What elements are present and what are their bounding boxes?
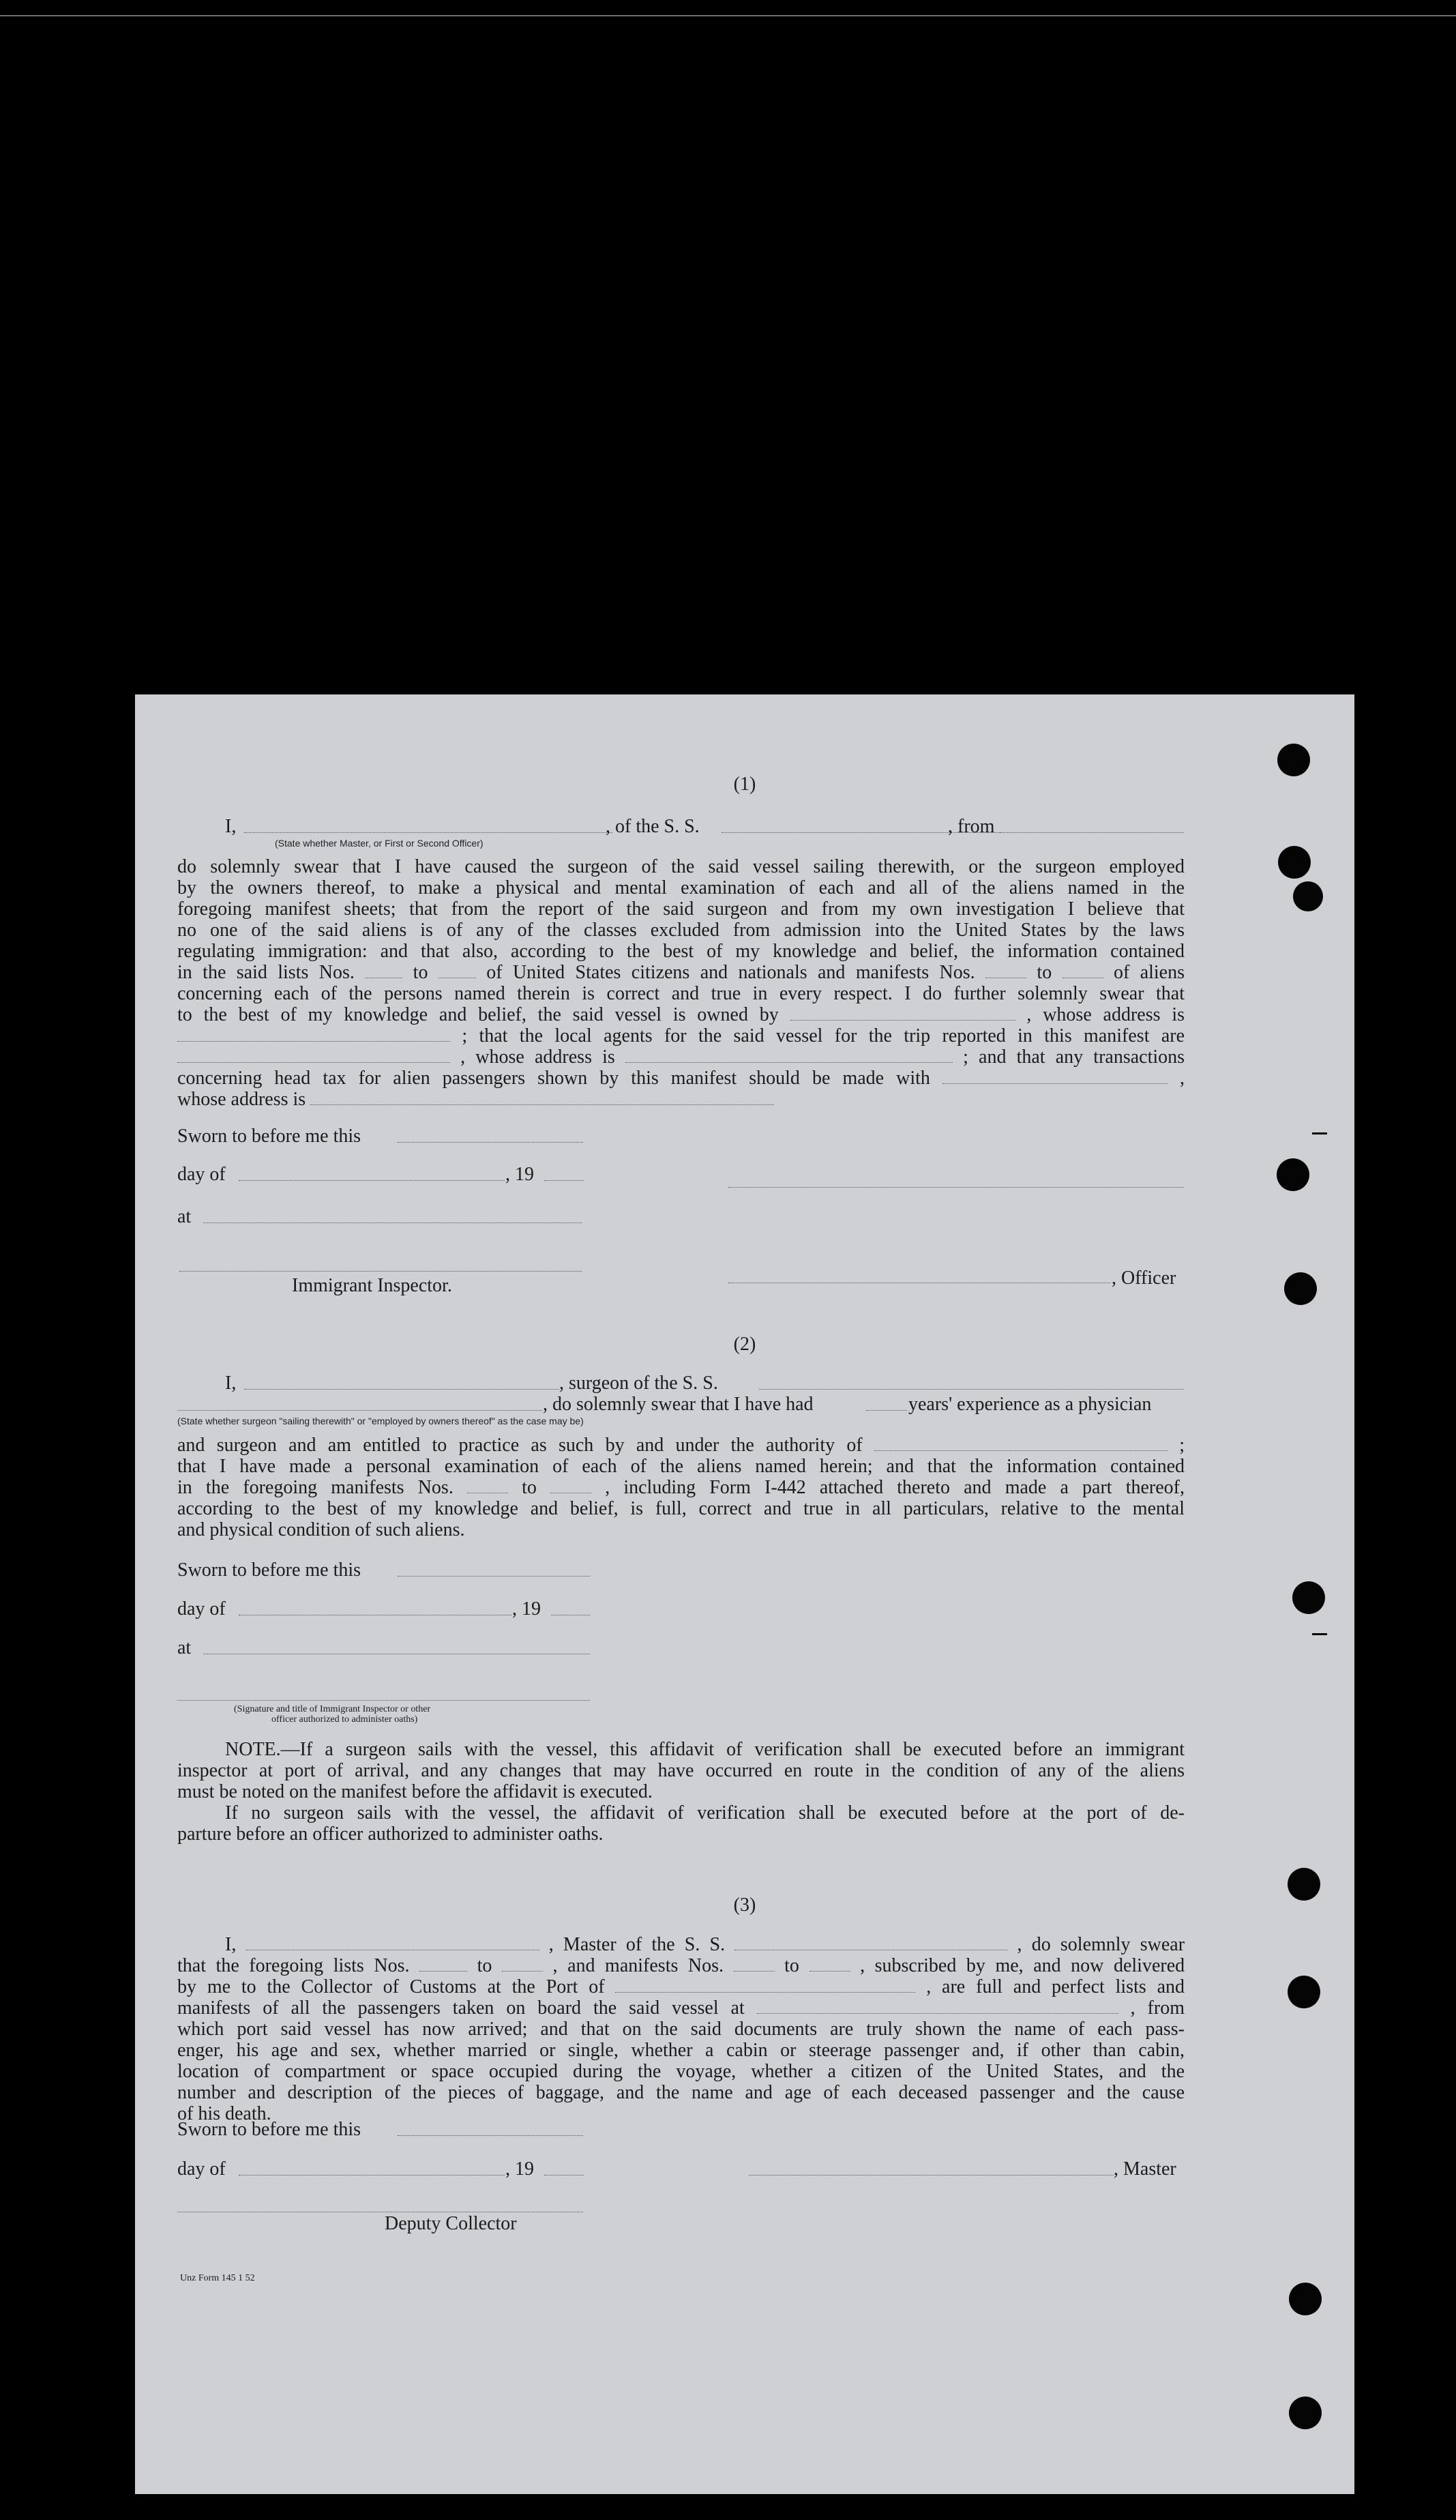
s3-manifests-to-field — [809, 1956, 850, 1972]
s1-body-line: regulating immigration: and that also, according to the best of my knowledge and belief, the information contained — [177, 941, 1185, 962]
s2-authority-line — [177, 1435, 1185, 1456]
s3-lists-d: to — [784, 1955, 799, 1976]
s1-owned-b: , whose address is — [1026, 1004, 1185, 1025]
s1-day-field — [239, 1180, 505, 1181]
s2-signature-field — [177, 1700, 590, 1701]
s1-manifests-to-field — [1063, 963, 1103, 978]
s2-surgeon-label: , surgeon of the S. S. — [559, 1373, 718, 1394]
s1-inspector-label: Immigrant Inspector. — [292, 1275, 452, 1296]
s1-body-line: do solemnly swear that I have caused the surgeon of the said vessel sailing therewith, or the surgeon employed — [177, 856, 1185, 877]
s3-swear-label: , do solemnly swear — [1017, 1934, 1185, 1955]
section-3-number: (3) — [733, 1894, 756, 1916]
s2-manifest-to-field — [550, 1478, 591, 1493]
s1-agents-a: , whose address is — [460, 1046, 615, 1068]
s2-manifest-a: in the foregoing manifests Nos. — [177, 1477, 454, 1498]
manifest-affidavit-sheet — [135, 694, 1354, 2494]
binder-hole — [1288, 1976, 1320, 2008]
s1-lists-b: to — [413, 962, 428, 983]
s2-sailing-field — [177, 1410, 542, 1411]
s3-vessel-field — [734, 1935, 1007, 1950]
s2-sworn-label: Sworn to before me this — [177, 1559, 361, 1581]
s1-i-label: I, — [225, 816, 237, 837]
s3-port-a: by me to the Collector of Customs at the Port of — [177, 1976, 605, 1997]
s1-lists-to-field — [439, 963, 476, 978]
s1-owner-field — [790, 1005, 1015, 1021]
s1-lists-line — [177, 962, 1185, 983]
s1-sworn-label: Sworn to before me this — [177, 1126, 361, 1147]
margin-dash — [1312, 1633, 1327, 1635]
s1-agents-field — [177, 1047, 450, 1063]
s1-lists-d: to — [1037, 962, 1052, 983]
s1-headtax-line — [177, 1068, 1185, 1089]
s3-vessel-at-a: manifests of all the passengers taken on board the said vessel at — [177, 1997, 745, 2019]
s1-owned-line — [177, 1004, 1185, 1025]
s2-body-line: that I have made a personal examination of each of the aliens named herein; and that the information contained — [177, 1456, 1185, 1477]
s3-body-line: which port said vessel has now arrived; and that on the said documents are truly shown the name of each pass- — [177, 2019, 1185, 2040]
s1-body-line: no one of the said aliens is of any of the classes excluded from admission into the United States by the laws — [177, 920, 1185, 941]
s1-body-line: foregoing manifest sheets; that from the report of the said surgeon and from my own investigation I believe that — [177, 898, 1185, 920]
s3-sworn-field — [398, 2135, 583, 2136]
s1-agents-line2 — [177, 1046, 1185, 1068]
s2-year-label: , 19 — [512, 1598, 541, 1620]
s3-line-4 — [177, 1997, 1185, 2019]
s1-at-label: at — [177, 1206, 192, 1227]
s2-authority-a: and surgeon and am entitled to practice as such by and under the authority of — [177, 1435, 863, 1456]
s1-year-field — [544, 1180, 584, 1181]
s1-agents-text: ; that the local agents for the said vessel for the trip reported in this manifest are — [462, 1025, 1185, 1046]
s1-from-field — [1000, 832, 1184, 833]
s1-headtax-field — [942, 1068, 1168, 1084]
s1-officer-note: (State whether Master, or First or Second Officer) — [275, 838, 484, 849]
margin-dash — [1312, 1132, 1327, 1134]
s1-manifests-from-field — [985, 963, 1026, 978]
s1-year-label: , 19 — [505, 1164, 534, 1185]
s2-sig-note-2: officer authorized to administer oaths) — [271, 1714, 418, 1725]
s1-body-line: concerning each of the persons named therein is correct and true in every respect. I do further solemnly swear that — [177, 983, 1185, 1004]
s1-owner-address-field — [177, 1026, 450, 1042]
s1-whose-line — [177, 1089, 1185, 1110]
s1-sworn-field — [398, 1142, 583, 1143]
s1-officer-label: , Officer — [1112, 1268, 1176, 1289]
s3-line-1 — [225, 1934, 1185, 1955]
s3-master-label: , Master of the S. S. — [548, 1934, 726, 1955]
s1-body-line: by the owners thereof, to make a physical and mental examination of each and all of the aliens named in the — [177, 877, 1185, 898]
s2-body-line: according to the best of my knowledge and belief, is full, correct and true in all particulars, relative to the mental — [177, 1498, 1185, 1519]
binder-hole — [1289, 2397, 1322, 2429]
s3-body-line: location of compartment or space occupied during the voyage, whether a citizen of the United States, and the — [177, 2061, 1185, 2082]
s3-lists-to-field — [502, 1956, 543, 1972]
s2-sworn-field — [398, 1576, 590, 1577]
s3-year-label: , 19 — [505, 2158, 534, 2180]
section-1-number: (1) — [733, 774, 756, 795]
s3-body — [177, 1934, 1185, 2124]
s3-lists-c: , and manifests Nos. — [552, 1955, 724, 1976]
s2-name-field — [244, 1389, 559, 1390]
s1-of-ss-label: , of the S. S. — [606, 816, 700, 837]
s1-body — [177, 856, 1185, 1110]
s3-master-label: , Master — [1114, 2158, 1176, 2180]
s2-body — [177, 1435, 1185, 1540]
binder-hole — [1292, 1581, 1325, 1614]
film-edge-line — [0, 15, 1456, 16]
s3-port-field — [615, 1977, 915, 1993]
s2-note-line: parture before an officer authorized to administer oaths. — [177, 1823, 604, 1845]
binder-hole — [1278, 846, 1311, 879]
s3-body-line: of his death. — [177, 2103, 271, 2124]
s2-manifest-line — [177, 1477, 1185, 1498]
s1-signature-field — [728, 1187, 1184, 1188]
s3-deputy-label: Deputy Collector — [385, 2213, 517, 2234]
form-id: Unz Form 145 1 52 — [180, 2273, 255, 2283]
s1-at-field — [203, 1222, 582, 1223]
s2-day-label: day of — [177, 1598, 226, 1620]
s2-note-para — [177, 1739, 1185, 1845]
s1-headtax-a: concerning head tax for alien passengers shown by this manifest should be made with — [177, 1068, 930, 1089]
s1-from-label: , from — [948, 816, 995, 837]
binder-hole — [1284, 1272, 1317, 1305]
s2-manifest-from-field — [467, 1478, 508, 1493]
s2-at-label: at — [177, 1637, 192, 1658]
s2-manifest-b: to — [522, 1477, 537, 1498]
s2-note-line: must be noted on the manifest before the affidavit is executed. — [177, 1781, 653, 1802]
s3-lists-from-field — [419, 1956, 467, 1972]
binder-hole — [1277, 744, 1310, 776]
s3-body-line: enger, his age and sex, whether married or single, whether a cabin or steerage passenger and, if other than cabin, — [177, 2040, 1185, 2061]
s2-surgeon-note: (State whether surgeon "sailing therewith" or "employed by owners thereof" as the case may be) — [177, 1416, 584, 1426]
s3-vessel-at-b: , from — [1130, 1997, 1185, 2019]
s2-note-line: NOTE.—If a surgeon sails with the vessel, this affidavit of verification shall be executed before an immigrant — [225, 1739, 1185, 1760]
s2-manifest-c: , including Form I-442 attached thereto and made a part thereof, — [605, 1477, 1185, 1498]
s1-lists-c: of United States citizens and nationals and manifests Nos. — [486, 962, 975, 983]
s2-note-line: If no surgeon sails with the vessel, the affidavit of verification shall be executed before at the port of de- — [225, 1802, 1185, 1823]
s3-vessel-at-field — [757, 1998, 1118, 2014]
binder-hole — [1293, 881, 1323, 911]
s1-officer-field — [244, 832, 612, 833]
s1-whose-address: whose address is — [177, 1089, 306, 1110]
s2-i-label: I, — [225, 1373, 237, 1394]
s1-day-label: day of — [177, 1164, 226, 1185]
s1-agents-line — [177, 1025, 1185, 1046]
s3-i-label: I, — [225, 1934, 237, 1955]
s1-whose-address-field — [310, 1089, 774, 1105]
s1-agents-b: ; and that any transactions — [963, 1046, 1185, 1068]
s2-swear-label: , do solemnly swear that I have had — [543, 1394, 814, 1415]
s1-lists-a: in the said lists Nos. — [177, 962, 355, 983]
s2-sig-note-1: (Signature and title of Immigrant Inspector or other — [234, 1704, 431, 1714]
s3-sworn-label: Sworn to before me this — [177, 2119, 361, 2140]
s3-manifests-from-field — [734, 1956, 775, 1972]
s2-vessel-field — [759, 1389, 1184, 1390]
s3-lists-a: that the foregoing lists Nos. — [177, 1955, 410, 1976]
s3-body-line: number and description of the pieces of baggage, and the name and age of each deceased passenger and the cause — [177, 2082, 1185, 2103]
s2-years-field — [866, 1410, 907, 1411]
s1-inspector-line — [179, 1271, 582, 1272]
s3-line-2 — [177, 1955, 1185, 1976]
binder-hole — [1289, 2283, 1322, 2315]
binder-hole — [1277, 1158, 1309, 1191]
s1-lists-from-field — [365, 963, 402, 978]
s2-note-line: inspector at port of arrival, and any changes that may have occurred en route in the condition of any of the aliens — [177, 1760, 1185, 1781]
s1-owned-a: to the best of my knowledge and belief, the said vessel is owned by — [177, 1004, 779, 1025]
s3-lists-b: to — [477, 1955, 492, 1976]
s2-years-label: years' experience as a physician — [908, 1394, 1152, 1415]
s2-authority-b: ; — [1179, 1435, 1185, 1456]
s1-headtax-b: , — [1180, 1068, 1185, 1089]
s2-body-line: and physical condition of such aliens. — [177, 1519, 465, 1540]
section-2-number: (2) — [733, 1334, 756, 1355]
s1-lists-e: of aliens — [1113, 962, 1185, 983]
s3-port-b: , are full and perfect lists and — [926, 1976, 1185, 1997]
s3-day-label: day of — [177, 2158, 226, 2180]
s3-lists-e: , subscribed by me, and now delivered — [860, 1955, 1185, 1976]
s3-line-3 — [177, 1976, 1185, 1997]
s1-agents-address-field — [625, 1047, 953, 1063]
s3-name-field — [246, 1935, 539, 1950]
s2-authority-field — [874, 1435, 1168, 1451]
